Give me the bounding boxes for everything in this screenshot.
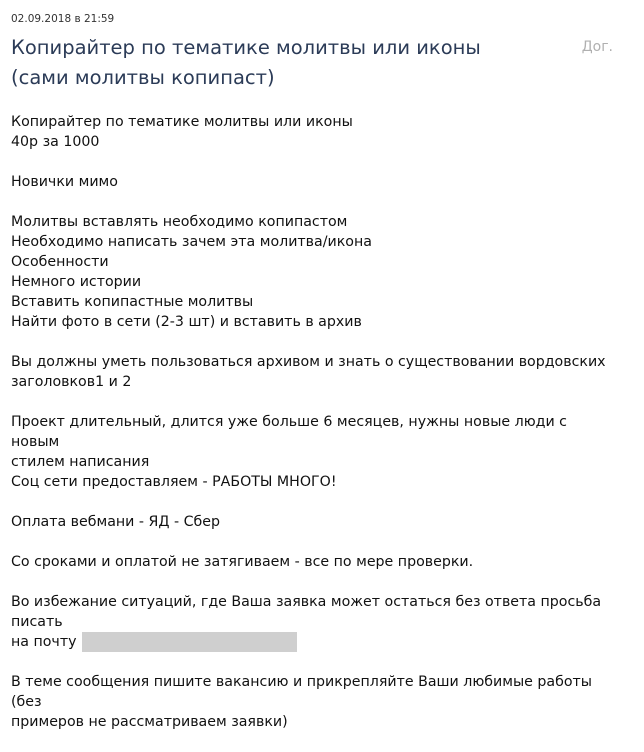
body-line: Особенности xyxy=(11,254,109,270)
post-title-line-1[interactable]: Копирайтер по тематике молитвы или иконы xyxy=(11,36,481,59)
price-label: Дог. xyxy=(581,39,613,55)
paragraph-intro xyxy=(11,112,611,152)
body-line: Немного истории xyxy=(11,274,142,290)
post-title-line-2[interactable]: (сами молитвы копипаст) xyxy=(11,66,275,89)
body-line: Необходимо написать зачем эта молитва/икона xyxy=(11,234,372,250)
paragraph-newbies xyxy=(11,172,611,192)
body-line: Копирайтер по тематике молитвы или иконы xyxy=(11,114,353,130)
body-line: Вы должны уметь пользоваться архивом и знать о существовании вордовских xyxy=(11,354,606,370)
body-line: Новички мимо xyxy=(11,174,118,190)
body-line: Со сроками и оплатой не затягиваем - все по мере проверки. xyxy=(11,554,474,570)
paragraph-subject xyxy=(11,672,611,732)
body-line: Проект длительный, длится уже больше 6 месяцев, нужны новые люди с новым xyxy=(11,414,567,450)
body-line: стилем написания xyxy=(11,454,150,470)
post-body xyxy=(11,112,611,752)
body-line: В теме сообщения пишите вакансию и прикрепляйте Ваши любимые работы (без xyxy=(11,674,592,710)
body-line: 40р за 1000 xyxy=(11,134,100,150)
body-line: Соц сети предоставляем - РАБОТЫ МНОГО! xyxy=(11,474,337,490)
paragraph-skills xyxy=(11,352,611,392)
paragraph-project xyxy=(11,412,611,492)
body-line: Вставить копипастные молитвы xyxy=(11,294,254,310)
body-line: заголовков1 и 2 xyxy=(11,374,132,390)
body-line: Молитвы вставлять необходимо копипастом xyxy=(11,214,348,230)
paragraph-payment xyxy=(11,512,611,532)
paragraph-tasks xyxy=(11,212,611,332)
body-line: Во избежание ситуаций, где Ваша заявка может остаться без ответа просьба писать xyxy=(11,594,602,630)
body-line: Найти фото в сети (2-3 шт) и вставить в архив xyxy=(11,314,362,330)
post-date: 02.09.2018 в 21:59 xyxy=(11,13,115,25)
paragraph-terms xyxy=(11,552,611,572)
body-line: примеров не рассматриваем заявки) xyxy=(11,714,288,730)
post-title[interactable] xyxy=(11,33,531,93)
body-line-text: на почту xyxy=(11,634,77,650)
body-line: Оплата вебмани - ЯД - Сбер xyxy=(11,514,221,530)
body-line-email xyxy=(11,632,611,652)
paragraph-contact xyxy=(11,592,611,652)
redacted-email xyxy=(82,632,297,652)
